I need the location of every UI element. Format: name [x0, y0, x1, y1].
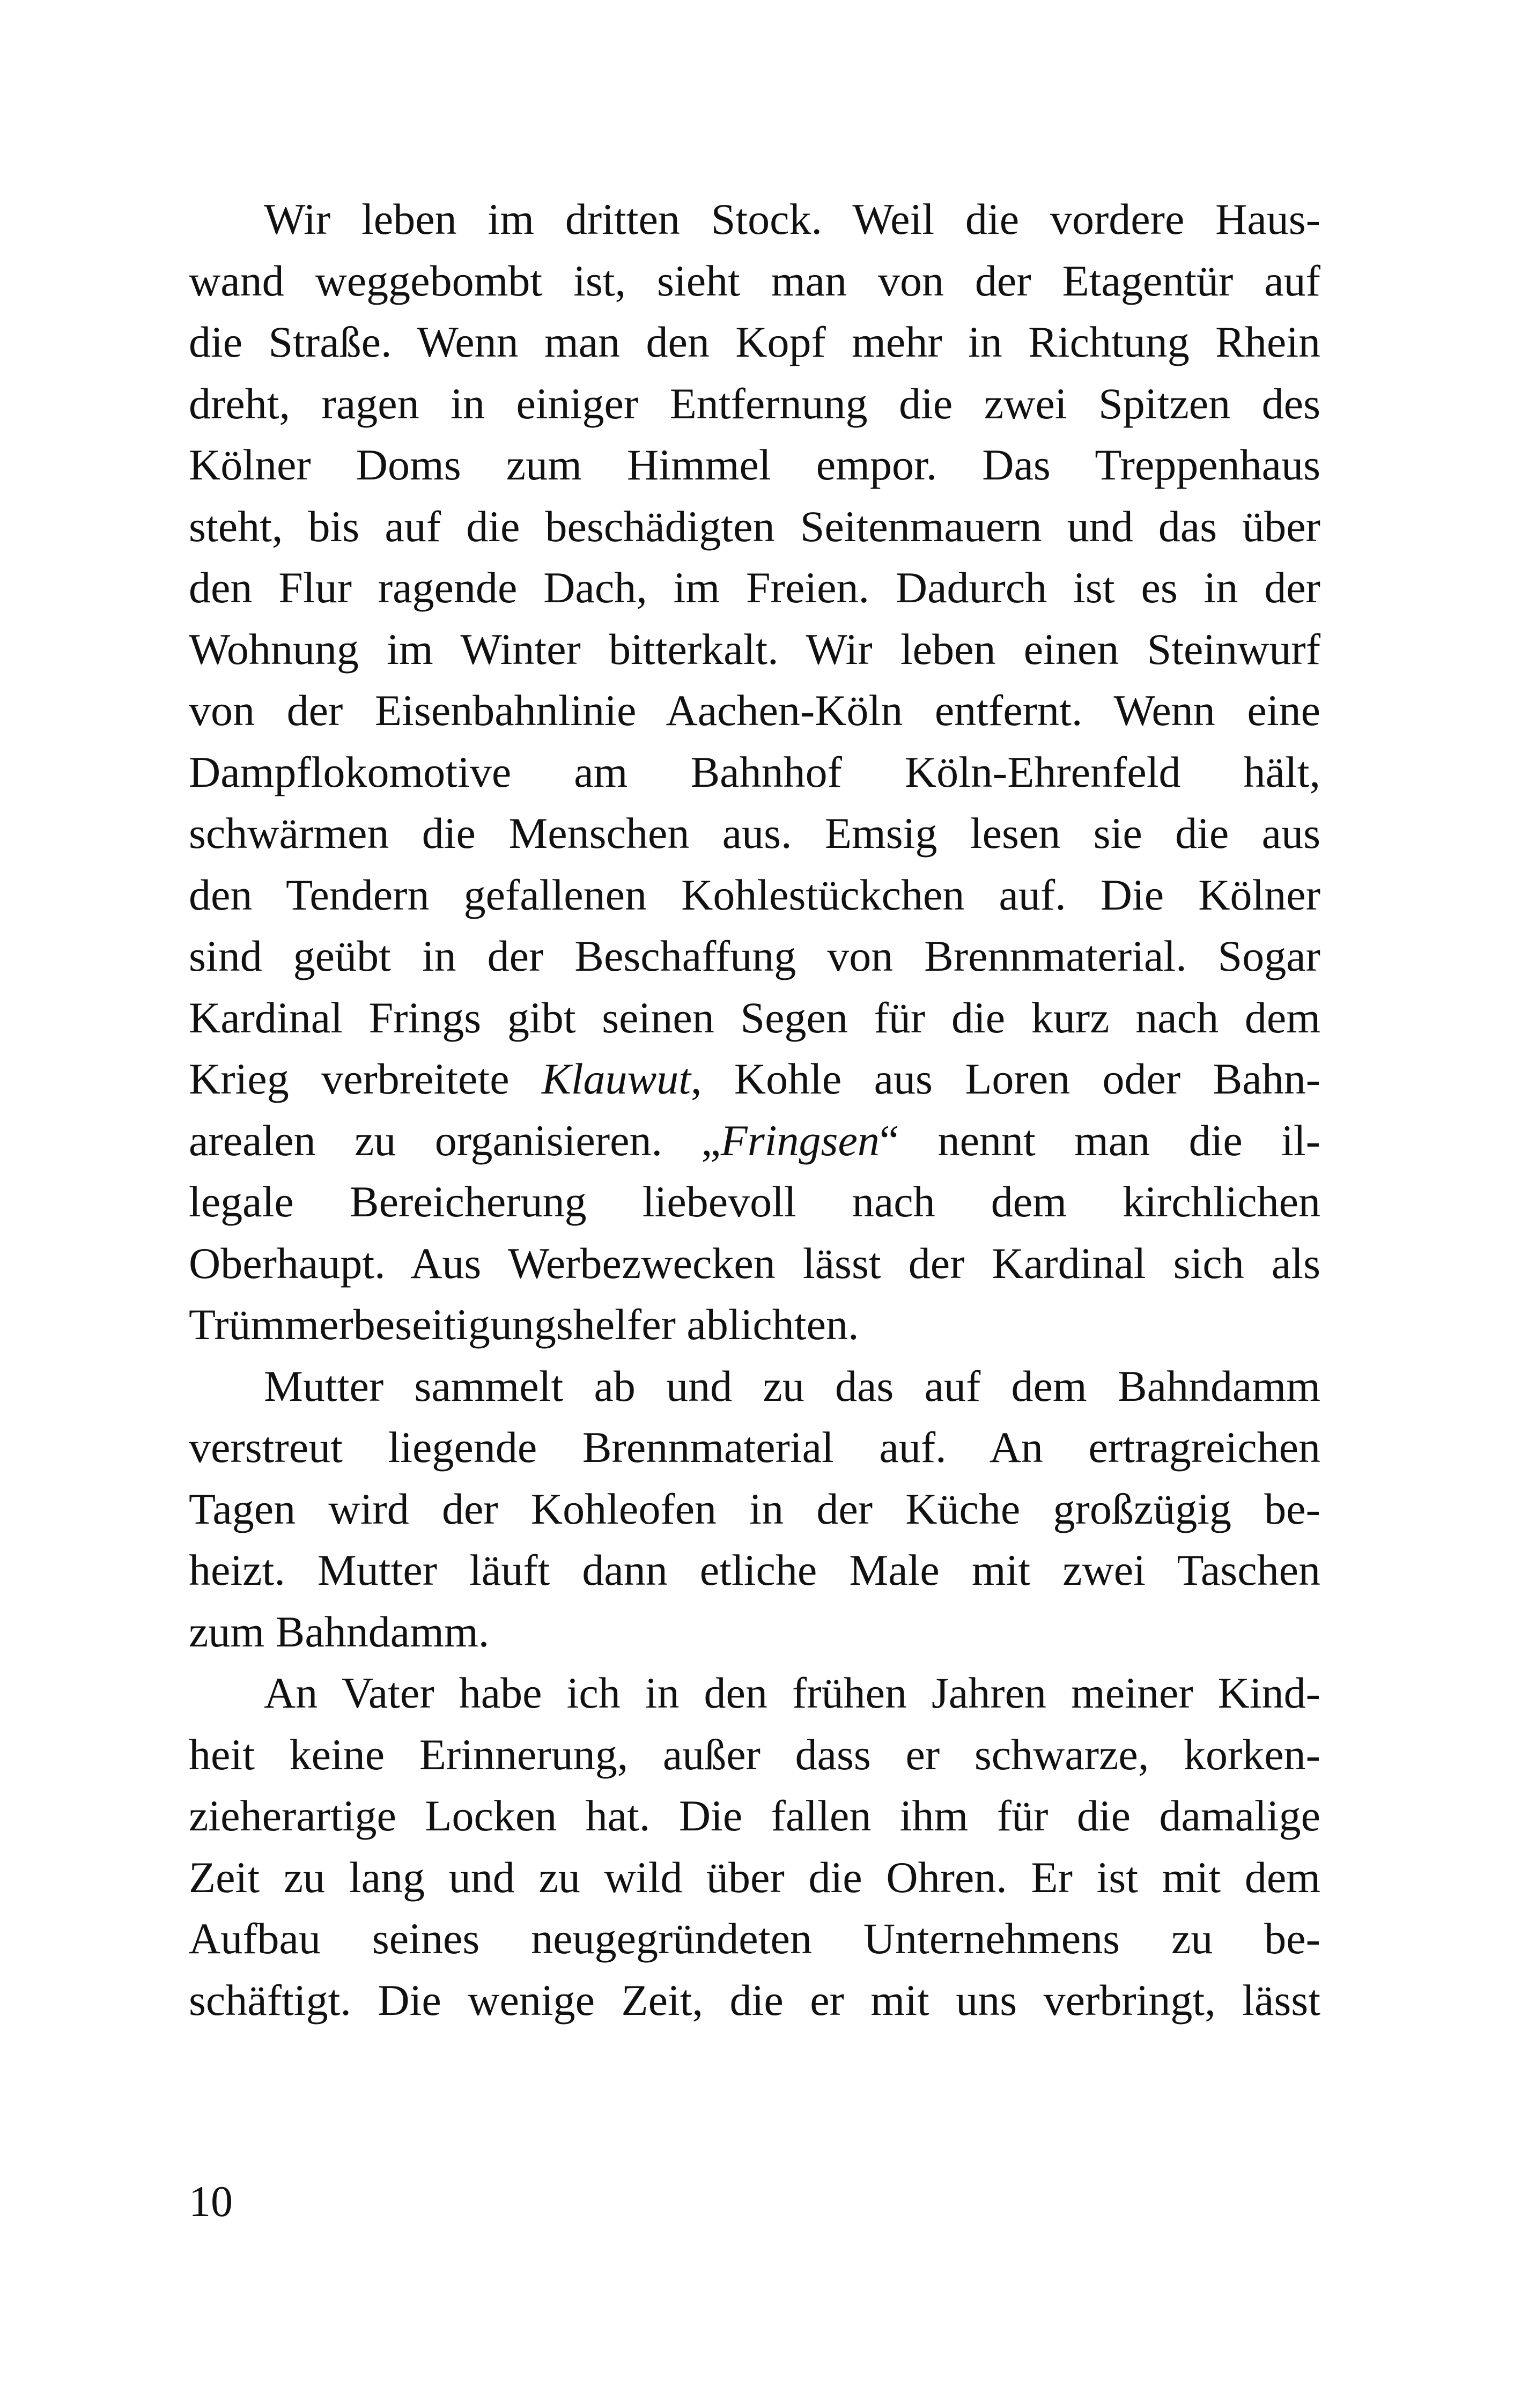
page-number: 10 [189, 2177, 233, 2226]
text-line [189, 1048, 1320, 1110]
text-line: Zeit zu lang und zu wild über die Ohren. Er ist mit dem [189, 1852, 1320, 1902]
text-segment: Krieg verbreitete [189, 1054, 542, 1103]
text-line: An Vater habe ich in den frühen Jahren meiner Kind- [264, 1668, 1320, 1717]
text-line: Wohnung im Winter bitterkalt. Wir leben einen Steinwurf [189, 624, 1320, 674]
text-line: den Flur ragende Dach, im Freien. Dadurch ist es in der [189, 563, 1320, 612]
text-line: Trümmerbeseitigungshelfer ablichten. [189, 1300, 859, 1349]
text-line: heit keine Erinnerung, außer dass er schwarze, korken- [189, 1730, 1320, 1779]
text-line: von der Eisenbahnlinie Aachen-Köln entfernt. Wenn eine [189, 686, 1320, 735]
text-line: schwärmen die Menschen aus. Emsig lesen sie die aus [189, 809, 1320, 858]
text-segment: , Kohle aus Loren oder Bahn- [690, 1054, 1321, 1103]
text-line [189, 1110, 1320, 1172]
text-line: Oberhaupt. Aus Werbezwecken lässt der Kardinal sich als [189, 1238, 1320, 1288]
text-line: Kardinal Frings gibt seinen Segen für die kurz nach dem [189, 993, 1320, 1042]
text-line: Mutter sammelt ab und zu das auf dem Bahndamm [264, 1361, 1320, 1410]
text-line: Dampflokomotive am Bahnhof Köln-Ehrenfeld hält, [189, 747, 1320, 796]
paragraph-1 [189, 189, 1320, 1356]
text-line: zieherartige Locken hat. Die fallen ihm für die damalige [189, 1791, 1320, 1840]
text-line: Aufbau seines neugegründeten Unternehmens zu be- [189, 1914, 1320, 1963]
paragraph-3 [189, 1663, 1320, 2031]
text-line: wand weggebombt ist, sieht man von der Etagentür auf [189, 256, 1320, 305]
text-line: den Tendern gefallenen Kohlestückchen auf. Die Kölner [189, 870, 1320, 919]
text-line: verstreut liegende Brennmaterial auf. An ertragreichen [189, 1423, 1320, 1472]
text-segment: “ nennt man die il- [879, 1116, 1320, 1165]
text-line: dreht, ragen in einiger Entfernung die zwei Spitzen des [189, 379, 1320, 428]
text-line: legale Bereicherung liebevoll nach dem kirchlichen [189, 1177, 1320, 1226]
text-line: sind geübt in der Beschaffung von Brennmaterial. Sogar [189, 932, 1320, 980]
text-line: Wir leben im dritten Stock. Weil die vordere Haus- [264, 195, 1320, 243]
text-line: Tagen wird der Kohleofen in der Küche großzügig be- [189, 1484, 1320, 1533]
text-line: heizt. Mutter läuft dann etliche Male mit zwei Taschen [189, 1546, 1320, 1594]
italic-term: Klauwut [542, 1054, 691, 1103]
italic-term: Fringsen [720, 1116, 880, 1165]
text-line: Kölner Doms zum Himmel empor. Das Treppenhaus [189, 440, 1320, 489]
text-line: die Straße. Wenn man den Kopf mehr in Richtung Rhein [189, 317, 1320, 366]
text-line: schäftigt. Die wenige Zeit, die er mit uns verbringt, lässt [189, 1975, 1320, 2025]
text-line: steht, bis auf die beschädigten Seitenmauern und das über [189, 501, 1320, 551]
body-text [189, 189, 1320, 2031]
text-segment: arealen zu organisieren. „ [189, 1116, 721, 1165]
text-line: zum Bahndamm. [189, 1607, 490, 1656]
paragraph-2 [189, 1356, 1320, 1663]
